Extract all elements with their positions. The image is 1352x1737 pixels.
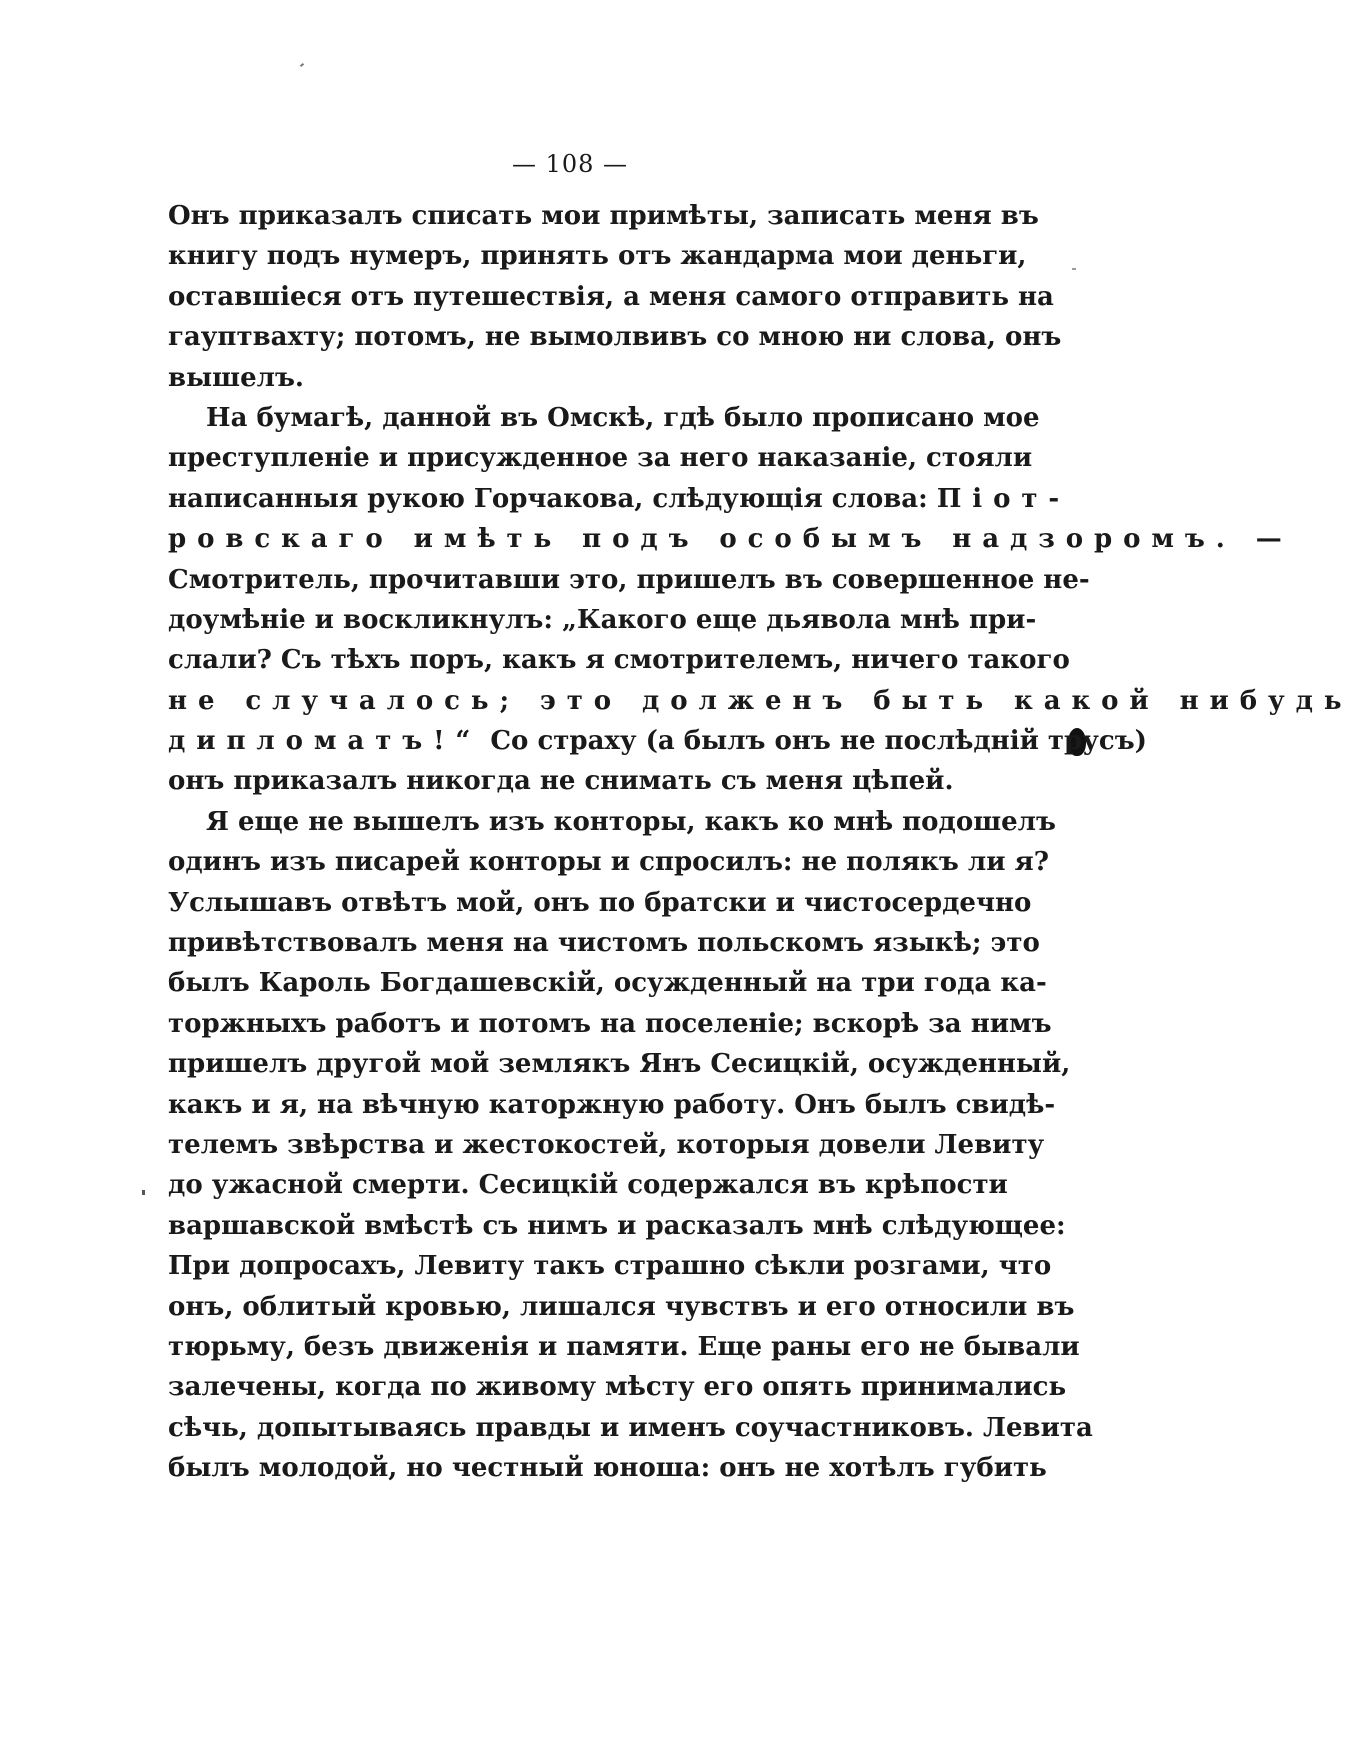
body-text (168, 196, 1352, 1489)
text-line: слали? Съ тѣхъ поръ, какъ я смотрителемъ, ничего такого (168, 645, 1070, 676)
text-line: книгу подъ нумеръ, принять отъ жандарма мои деньги, (168, 241, 1027, 272)
text-line: сѣчь, допытываясь правды и именъ соучастниковъ. Левита (168, 1412, 1093, 1443)
print-speck (142, 1190, 145, 1195)
text-line: одинъ изъ писарей конторы и спросилъ: не полякъ ли я? (168, 847, 1049, 878)
text-line: варшавской вмѣстѣ съ нимъ и расказалъ мнѣ слѣдующее: (168, 1210, 1066, 1241)
spaced-text: дипломатъ!“ (168, 726, 482, 757)
text-line: Услышавъ отвѣтъ мой, онъ по братски и чистосердечно (168, 887, 1032, 918)
print-speck (1072, 268, 1076, 270)
print-speck (300, 63, 304, 67)
text-line-with-spaced (168, 721, 1147, 761)
text-line: телемъ звѣрства и жестокостей, которыя довели Левиту (168, 1129, 1045, 1160)
text-line: Я еще не вышелъ изъ конторы, какъ ко мнѣ подошелъ (206, 806, 1056, 837)
text-line: вышелъ. (168, 362, 304, 393)
text-line-spaced: не случалось; это долженъ быть какой нибудь (168, 685, 1352, 716)
text-line: залечены, когда по живому мѣсту его опять принимались (168, 1372, 1067, 1403)
text-line: привѣтствовалъ меня на чистомъ польскомъ языкѣ; это (168, 928, 1040, 959)
text-line: Смотритель, прочитавши это, пришелъ въ совершенное не- (168, 564, 1090, 595)
text-line: оставшіеся отъ путешествія, а меня самого отправить на (168, 281, 1054, 312)
spaced-text: Піот- (936, 483, 1071, 514)
text-line: до ужасной смерти. Сесицкій содержался въ крѣпости (168, 1170, 1008, 1201)
text-line: пришелъ другой мой землякъ Янъ Сесицкій, осужденный, (168, 1049, 1071, 1080)
text-line: онъ приказалъ никогда не снимать съ меня цѣпей. (168, 766, 954, 797)
page-number: — 108 — (511, 150, 629, 178)
text-line: какъ и я, на вѣчную каторжную работу. Онъ былъ свидѣ- (168, 1089, 1056, 1120)
text-line: былъ молодой, но честный юноша: онъ не хотѣлъ губить (168, 1453, 1047, 1484)
text-line: тюрьму, безъ движенія и памяти. Еще раны его не бывали (168, 1331, 1080, 1362)
text-line-with-spaced (168, 479, 1071, 519)
text-line: доумѣніе и воскликнулъ: „Какого еще дьявола мнѣ при- (168, 604, 1037, 635)
text-line-spaced: ровскаго имѣть подъ особымъ надзоромъ. — (168, 524, 1293, 555)
text-line: гауптвахту; потомъ, не вымолвивъ со мною ни слова, онъ (168, 322, 1062, 353)
text-line: На бумагѣ, данной въ Омскѣ, гдѣ было прописано мое (206, 402, 1040, 433)
text-segment: Со страху (а былъ онъ не послѣдній трусъ) (490, 726, 1147, 757)
text-segment: написанныя рукою Горчакова, слѣдующія слова: (168, 483, 928, 514)
text-line: При допросахъ, Левиту такъ страшно сѣкли розгами, что (168, 1251, 1052, 1282)
text-line: преступленіе и присужденное за него наказаніе, стояли (168, 443, 1033, 474)
text-line: онъ, облитый кровью, лишался чувствъ и его относили въ (168, 1291, 1075, 1322)
text-line: торжныхъ работъ и потомъ на поселеніе; вскорѣ за нимъ (168, 1008, 1052, 1039)
text-line: Онъ приказалъ списать мои примѣты, записать меня въ (168, 201, 1039, 231)
text-line: былъ Кароль Богдашевскій, осужденный на три года ка- (168, 968, 1047, 999)
